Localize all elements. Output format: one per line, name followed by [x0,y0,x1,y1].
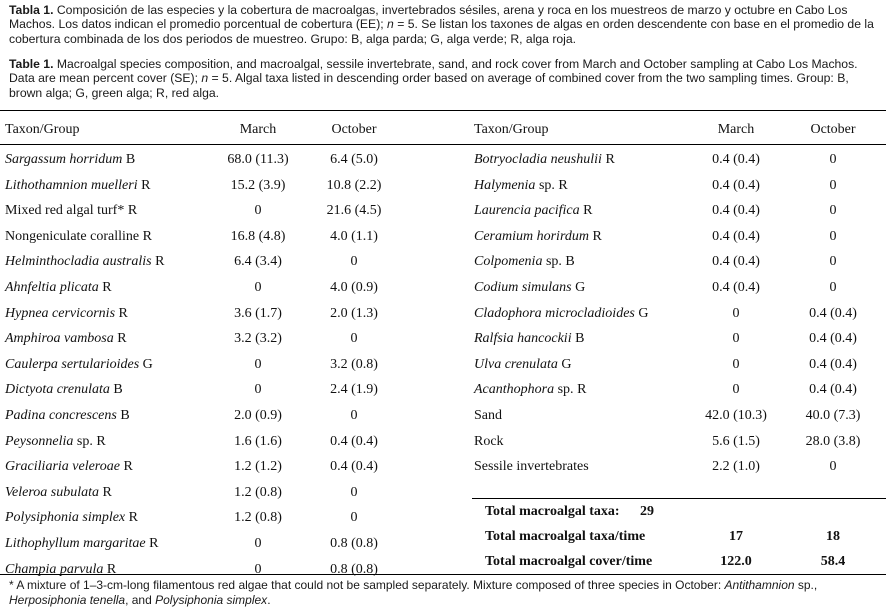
october-cell: 2.4 (1.9) [330,382,378,398]
header-taxon-left: Taxon/Group [5,122,80,137]
october-cell: 28.0 (3.8) [805,433,861,449]
taxon-cell [474,229,602,245]
footnote-species: Antithamnion [724,578,795,592]
taxon-cell [5,280,112,296]
october-cell: 0.4 (0.4) [809,305,857,321]
taxon-cell [474,357,571,373]
taxon-name: Padina concrescens [5,408,117,423]
taxon-cell [5,331,127,347]
october-cell: 0 [350,254,358,270]
group-code: B [125,152,136,167]
taxon-name: Rock [474,433,504,449]
march-cell: 2.0 (0.9) [234,408,282,423]
october-cell: 0.4 (0.4) [809,331,857,347]
taxon-cell [474,178,568,194]
taxon-name: Ahnfeltia plicata [5,280,99,295]
october-cell: 0 [829,203,837,219]
header-taxon-right: Taxon/Group [474,122,549,137]
group-code: R [96,433,106,449]
total-cover-time-march: 122.0 [720,554,752,569]
caption-n: n [387,17,394,32]
taxon-cell [5,434,106,450]
group-code: B [120,408,130,423]
taxon-name: Helminthocladia australis [5,254,152,270]
october-cell: 0 [350,408,358,423]
taxon-name: Peysonnelia [5,433,74,449]
group-code: R [102,484,112,500]
taxon-cell [5,203,137,219]
group-code: R [128,510,138,526]
taxon-cell [5,306,128,322]
october-cell: 3.2 (0.8) [330,356,378,372]
taxon-cell [5,152,135,168]
caption-text: Composición de las especies y la cobertura de macroalgas, invertebrados sésiles, arena y roca en los muestreos de marzo y octubre en Cabo Los Machos. Los datos indican el promedio porcentual de cobertura (EE); [9,3,848,32]
taxon-name: Sargassum horridum [5,152,123,167]
october-cell: 0 [829,177,837,193]
march-cell: 3.2 (3.2) [234,331,282,347]
march-cell: 0.4 (0.4) [712,177,760,193]
total-taxa-label: Total macroalgal taxa: [485,504,620,519]
taxon-cell [474,280,585,296]
march-cell: 0 [254,382,262,398]
march-cell: 0 [732,331,740,347]
october-cell: 6.4 (5.0) [330,152,378,167]
group-code: R [123,459,133,475]
march-cell: 1.6 (1.6) [234,433,282,449]
october-cell: 0.4 (0.4) [809,356,857,372]
march-cell: 0.4 (0.4) [712,228,760,244]
group-code: B [575,331,585,347]
header-october-right: October [810,122,856,137]
taxon-cell [5,229,152,245]
taxon-cell [5,510,138,526]
march-cell: 0.4 (0.4) [712,280,760,295]
taxon-name: Cladophora microcladioides [474,305,635,321]
group-code: G [638,305,649,321]
march-cell: 0 [254,561,262,577]
total-cover-time-october: 58.4 [820,554,846,569]
taxon-cell [474,152,615,168]
taxon-cell [474,254,575,270]
group-code: R [592,228,602,244]
group-code: R [102,280,112,295]
group-code: R [155,254,165,270]
group-code: R [577,382,587,398]
october-cell: 40.0 (7.3) [805,408,861,423]
taxon-name: Sand [474,408,502,423]
october-cell: 0.4 (0.4) [809,382,857,398]
caption-label: Table 1. [9,57,54,71]
taxon-name: Dictyota crenulata [5,382,110,398]
october-cell: 4.0 (0.9) [330,280,378,295]
total-taxa-time-label: Total macroalgal taxa/time [485,529,646,544]
taxon-name: Mixed red algal turf* [5,203,125,219]
march-cell: 2.2 (1.0) [712,459,760,475]
group-code: R [605,152,615,167]
taxon-name: Ceramium horirdum [474,228,589,244]
footnote-species: Polysiphonia simplex [155,592,268,607]
march-cell: 5.6 (1.5) [712,433,760,449]
taxon-name: Lithophyllum margaritae [5,536,146,551]
october-cell: 0 [829,228,837,244]
taxon-cell [5,178,150,194]
taxon-name: Graciliaria veleroae [5,459,120,475]
taxon-name: Codium simulans [474,280,572,295]
march-cell: 3.6 (1.7) [234,305,282,321]
october-cell: 0 [829,459,837,475]
october-cell: 0.4 (0.4) [330,459,378,475]
march-cell: 68.0 (11.3) [227,152,289,167]
footnote-text: sp., [794,578,818,592]
taxon-cell [5,485,112,501]
caption-spanish [9,3,877,46]
taxon-cell [474,459,589,475]
group-code: B [113,382,123,398]
group-code: G [561,356,572,372]
taxon-cell [5,459,133,475]
taxon-cell [474,331,584,347]
taxon-cell [5,408,130,424]
taxon-cell [474,203,592,219]
group-code: G [575,280,586,295]
group-code: R [558,177,568,193]
taxon-name: Laurencia pacifica [474,203,580,219]
taxon-name: Amphiroa vambosa [5,331,114,347]
october-cell: 21.6 (4.5) [326,203,382,219]
march-cell: 16.8 (4.8) [230,228,286,244]
taxon-cell [474,434,504,450]
footnote-text: . [267,592,271,607]
total-cover-time-label: Total macroalgal cover/time [485,554,653,569]
october-cell: 0.8 (0.8) [330,536,378,551]
caption-text: = 5. Algal taxa listed in descending order based on average of combined cover from the two sampling times. Group: B, brown alga; G, green alga; R, red alga. [9,71,849,100]
taxon-name: Nongeniculate coralline [5,228,140,244]
taxon-suffix: sp. [535,177,555,193]
march-cell: 0 [254,356,262,372]
group-code: R [583,203,593,219]
october-cell: 0 [829,254,837,270]
group-code: R [141,177,151,193]
march-cell: 0 [732,382,740,398]
taxon-name: Ulva crenulata [474,356,558,372]
october-cell: 10.8 (2.2) [326,177,382,193]
header-october-left: October [331,122,377,137]
taxon-name: Lithothamnion muelleri [5,177,138,193]
march-cell: 0 [732,305,740,321]
october-cell: 4.0 (1.1) [330,228,378,244]
taxon-cell [5,357,153,373]
march-cell: 0 [254,203,262,219]
march-cell: 0.4 (0.4) [712,203,760,219]
taxon-name: Botryocladia neushulii [474,152,602,167]
october-cell: 0 [350,484,358,500]
taxon-suffix: sp. [554,382,574,398]
group-code: R [149,536,159,551]
caption-n: n [201,71,209,86]
taxon-cell [5,254,164,270]
taxon-cell [474,306,649,322]
taxon-cell [474,382,586,398]
taxon-name: Acanthophora [474,382,555,398]
caption-text: = 5. Se listan los taxones de algas en orden descendente con base en el promedio de la cobertura combinada de los dos periodos de muestreo. Grupo: B, alga parda; G, alga verde; R, alga roja. [9,17,874,46]
march-cell: 42.0 (10.3) [705,408,767,423]
march-cell: 0 [254,280,262,295]
taxon-cell [474,408,502,424]
october-cell: 0 [350,331,358,347]
taxon-cell [5,382,123,398]
group-code: R [117,331,127,347]
october-cell: 2.0 (1.3) [330,305,378,321]
march-cell: 1.2 (1.2) [234,459,282,475]
taxon-name: Champia parvula [5,561,104,577]
october-cell: 0 [829,152,837,167]
october-cell: 0 [829,280,837,295]
taxon-name: Colpomenia [474,254,543,270]
group-code: G [142,356,153,372]
taxon-name: Hypnea cervicornis [5,305,116,321]
taxon-name: Caulerpa sertularioides [5,356,140,372]
march-cell: 1.2 (0.8) [234,484,282,500]
taxon-name: Ralfsia hancockii [474,331,572,347]
taxon-name: Polysiphonia simplex [5,510,126,526]
march-cell: 0.4 (0.4) [712,254,760,270]
group-code: R [106,561,117,577]
footnote-species: Herposiphonia tenella [9,592,126,607]
october-cell: 0.8 (0.8) [330,561,378,577]
taxon-cell [5,536,159,552]
header-march-right: March [717,122,755,137]
totals-rule [472,498,886,499]
taxon-suffix: sp. [542,254,562,270]
march-cell: 15.2 (3.9) [230,177,286,193]
group-code: R [142,228,152,244]
total-taxa-time-october: 18 [826,529,840,544]
october-cell: 0 [350,510,358,526]
march-cell: 0.4 (0.4) [712,152,760,167]
table-bottom-rule [0,574,886,575]
footnote-text: * A mixture of 1–3-cm-long filamentous red algae that could not be sampled separately. Mixture composed of three species in October: [9,578,725,592]
taxon-name: Halymenia [474,177,536,193]
caption-label: Tabla 1. [9,3,54,17]
table-top-rule [0,110,886,111]
taxon-name: Veleroa subulata [5,484,99,500]
header-bottom-rule [0,144,886,145]
march-cell: 6.4 (3.4) [234,254,282,270]
october-cell: 0.4 (0.4) [330,433,378,449]
taxon-cell [5,562,116,578]
taxon-name: Sessile invertebrates [474,459,589,475]
group-code: B [565,254,575,270]
total-taxa-time-march: 17 [729,529,743,544]
taxon-suffix: sp. [73,433,93,449]
march-cell: 0 [254,536,262,551]
group-code: R [127,203,138,219]
caption-text: Macroalgal species composition, and macroalgal, sessile invertebrate, sand, and rock cover from March and October sampling at Cabo Los Machos. Data are mean percent cover (SE); [9,57,858,86]
march-cell: 1.2 (0.8) [234,510,282,526]
total-taxa-value: 29 [640,504,654,519]
caption-english [9,57,877,100]
footnote [9,578,877,607]
footnote-text: , and [125,592,156,607]
header-march-left: March [239,122,277,137]
march-cell: 0 [732,356,740,372]
group-code: R [118,305,128,321]
